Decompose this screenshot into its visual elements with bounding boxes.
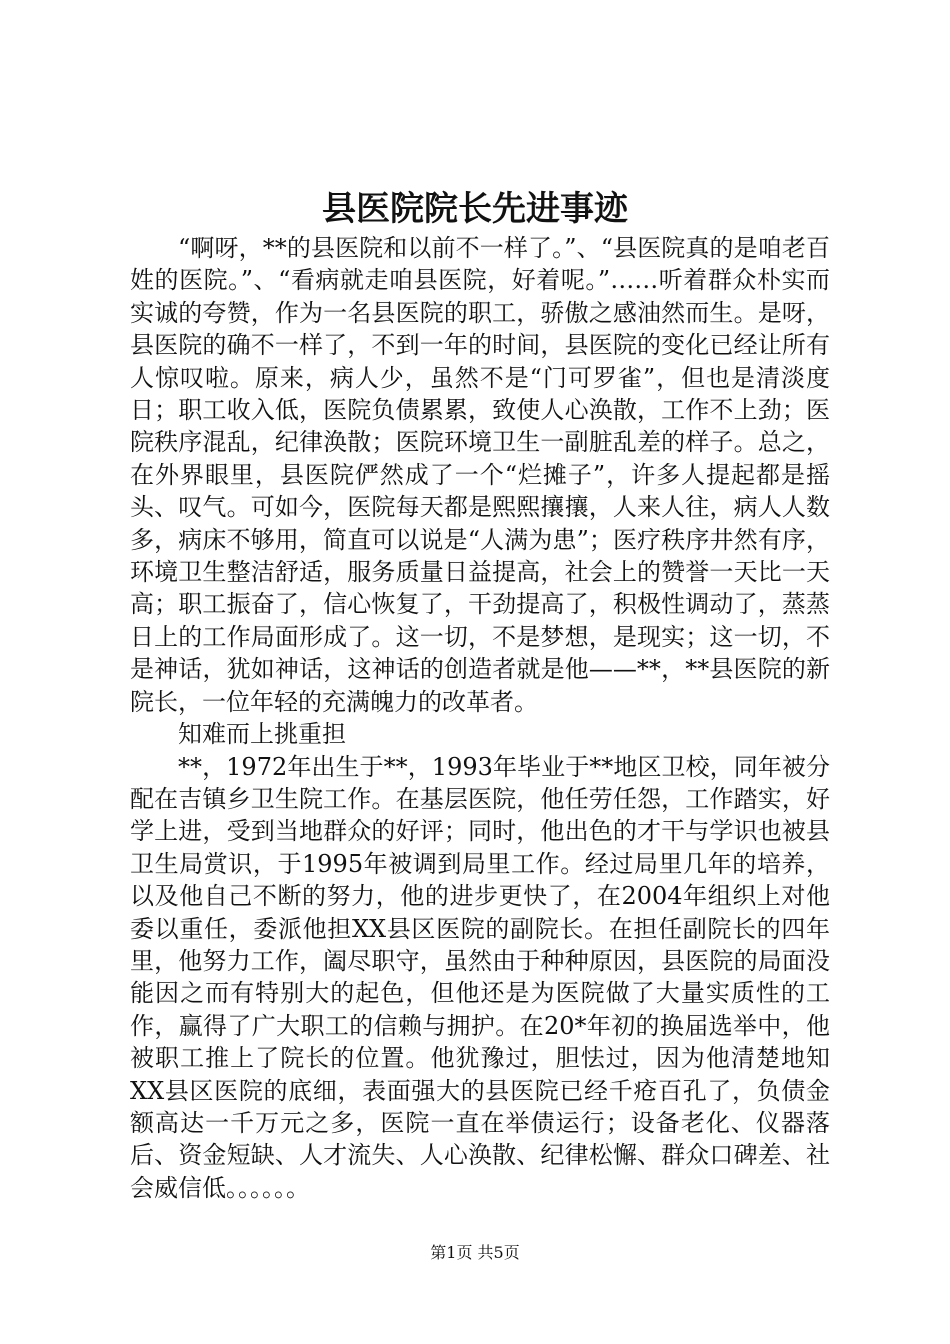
document-body [130, 232, 830, 1204]
body-paragraph-2: **，1972年出生于**，1993年毕业于**地区卫校，同年被分配在吉镇乡卫生院工作。在基层医院，他任劳任怨，工作踏实，好学上进，受到当地群众的好评；同时，他出色的才干与学识也被县卫生局赏识，于1995年被调到局里工作。经过局里几年的培养，以及他自己不断的努力，他的进步更快了，在2004年组织上对他委以重任，委派他担XX县区医院的副院长。在担任副院长的四年里，他努力工作，阖尽职守，虽然由于种种原因，县医院的局面没能因之而有特别大的起色，但他还是为医院做了大量实质性的工作，赢得了广大职工的信赖与拥护。在20*年初的换届选举中，他被职工推上了院长的位置。他犹豫过，胆怯过，因为他清楚地知XX县区医院的底细，表面强大的县医院已经千疮百孔了，负债金额高达一千万元之多，医院一直在举债运行；设备老化、仪器落后、资金短缺、人才流失、人心涣散、纪律松懈、群众口碑差、社会威信低。。。。。。 [130, 752, 830, 1202]
document-title: 县医院院长先进事迹 [322, 189, 628, 229]
body-paragraph-1: “啊呀，**的县医院和以前不一样了。”、“县医院真的是咱老百姓的医院。”、“看病就走咱县医院，好着呢。”……听着群众朴实而实诚的夸赞，作为一名县医院的职工，骄傲之感油然而生。是呀，县医院的确不一样了，不到一年的时间，县医院的变化已经让所有人惊叹啦。原来，病人少，虽然不是“门可罗雀”，但也是清淡度日；职工收入低，医院负债累累，致使人心涣散，工作不上劲；医院秩序混乱，纪律涣散；医院环境卫生一副脏乱差的样子。总之，在外界眼里，县医院俨然成了一个“烂摊子”，许多人提起都是摇头、叹气。可如今，医院每天都是熙熙攘攘，人来人往，病人人数多，病床不够用，简直可以说是“人满为患”；医疗秩序井然有序，环境卫生整洁舒适，服务质量日益提高，社会上的赞誉一天比一天高；职工振奋了，信心恢复了，干劲提高了，积极性调动了，蒸蒸日上的工作局面形成了。这一切，不是梦想，是现实；这一切，不是神话，犹如神话，这神话的创造者就是他——**，**县医院的新院长，一位年轻的充满魄力的改革者。 [130, 234, 830, 716]
page-footer: 第1页 共5页 [430, 1243, 520, 1262]
section-heading: 知难而上挑重担 [178, 720, 346, 749]
